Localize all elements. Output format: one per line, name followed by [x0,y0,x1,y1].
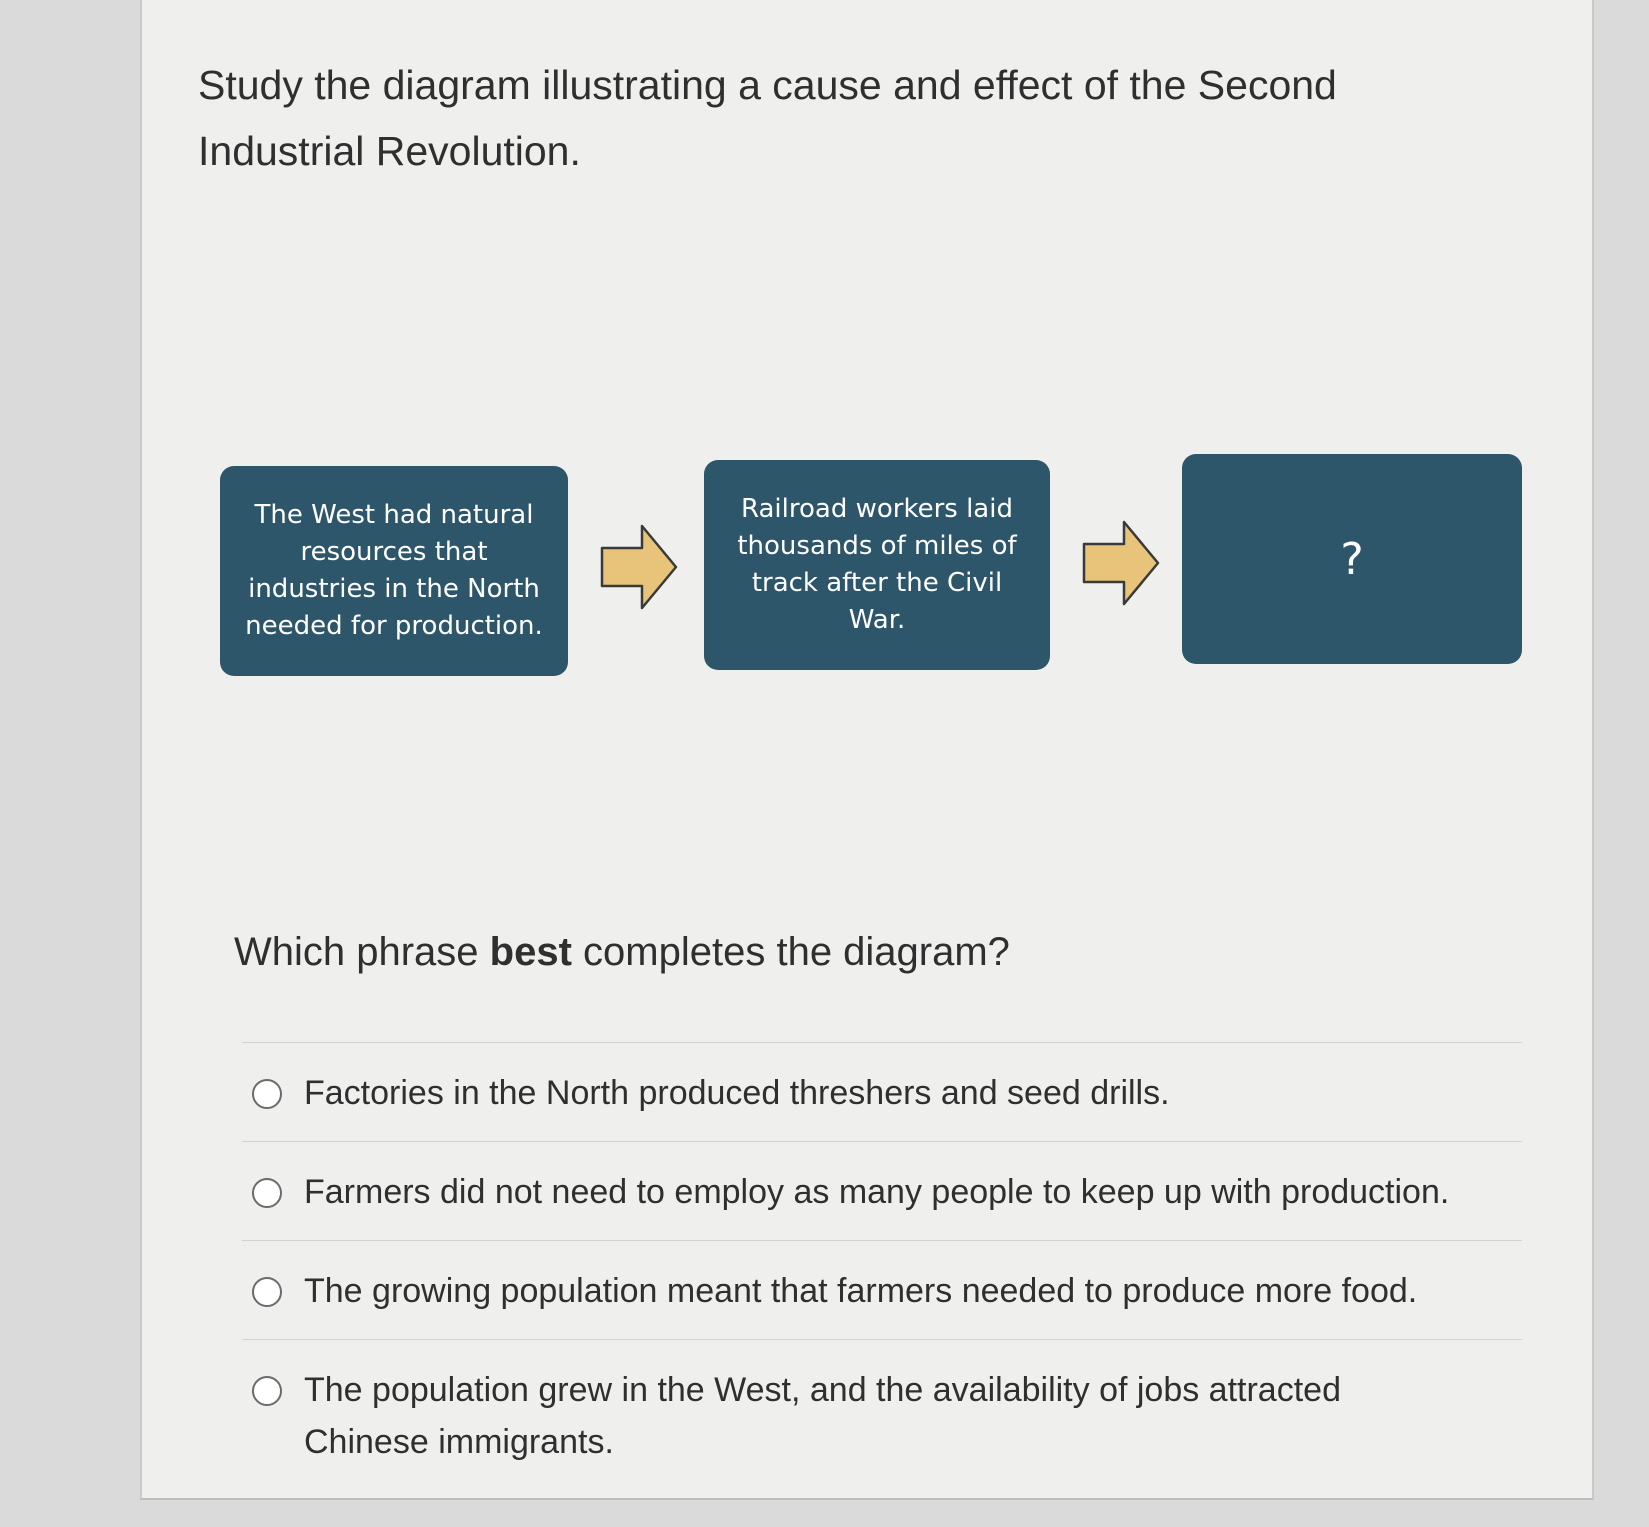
arrow-right-icon [1082,518,1160,608]
question-text [234,930,1010,975]
diagram-box-unknown [1182,454,1522,664]
box1-line-4: needed for production. [245,611,543,641]
box2-line-2: thousands of miles of [737,531,1017,561]
box2-line-1: Railroad workers laid [741,494,1013,524]
radio-button[interactable] [252,1079,282,1109]
question-before: Which phrase [234,930,490,974]
radio-button[interactable] [252,1277,282,1307]
box3-question-mark: ? [1340,533,1364,585]
option-label: Farmers did not need to employ as many people to keep up with production. [304,1173,1450,1211]
box1-line-3: industries in the North [248,574,540,604]
answer-option-2[interactable] [242,1142,1522,1241]
radio-button[interactable] [252,1376,282,1406]
box1-line-1: The West had natural [254,500,534,530]
diagram-box-middle [704,460,1050,670]
answer-option-4[interactable] [242,1340,1522,1490]
question-prompt [198,52,1458,184]
answer-options [242,1042,1522,1490]
question-after: completes the diagram? [571,930,1010,974]
prompt-line-1: Study the diagram illustrating a cause and effect of the Second [198,62,1337,108]
arrow-right-icon [600,522,678,612]
prompt-line-2: Industrial Revolution. [198,128,581,174]
answer-option-3[interactable] [242,1241,1522,1340]
radio-button[interactable] [252,1178,282,1208]
cause-effect-diagram [220,458,1520,678]
question-card [140,0,1594,1500]
question-bold: best [489,930,572,974]
box1-line-2: resources that [300,537,488,567]
diagram-box-cause [220,466,568,676]
option-label: Factories in the North produced threshers and seed drills. [304,1074,1170,1112]
option-label: The growing population meant that farmers needed to produce more food. [304,1272,1418,1310]
answer-option-1[interactable] [242,1043,1522,1142]
box2-line-4: War. [848,605,906,635]
option-label-line-1: The population grew in the West, and the availability of jobs attracted [304,1371,1341,1409]
option-label [304,1364,1341,1468]
box2-line-3: track after the Civil [751,568,1003,598]
option-label-line-2: Chinese immigrants. [304,1423,614,1461]
